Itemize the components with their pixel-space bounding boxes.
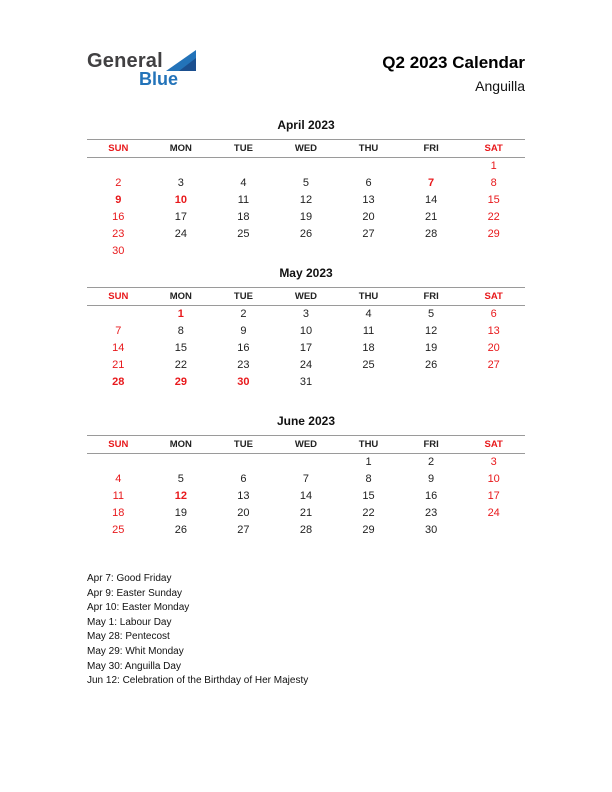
empty-cell: [462, 374, 525, 391]
day-cell: 2: [428, 456, 435, 468]
day-cell: 1: [365, 456, 372, 468]
month-may: [87, 266, 525, 414]
month-grid: [87, 435, 525, 539]
day-cell: 22: [362, 507, 375, 519]
weekday-wed: WED: [275, 140, 338, 158]
month-days: [87, 306, 525, 392]
day-cell: 5: [428, 308, 435, 320]
day-cell: 17: [487, 490, 500, 502]
logo-text-blue: Blue: [139, 69, 179, 89]
day-cell: 29: [487, 228, 500, 240]
day-cell: 18: [362, 342, 375, 354]
day-cell: 9: [428, 473, 435, 485]
day-cell: 7: [428, 177, 435, 189]
page-subtitle: Anguilla: [475, 78, 525, 94]
weekday-thu: THU: [337, 140, 400, 158]
title-block: [382, 50, 525, 94]
day-cell: 4: [240, 177, 247, 189]
day-cell: 6: [365, 177, 372, 189]
day-cell: 6: [490, 308, 497, 320]
day-cell: 15: [487, 194, 500, 206]
day-cell: 15: [174, 342, 187, 354]
weekday-fri: FRI: [400, 436, 463, 454]
empty-cell: [462, 243, 525, 260]
weekday-mon: MON: [150, 436, 213, 454]
empty-cell: [337, 158, 400, 176]
weekday-tue: TUE: [212, 436, 275, 454]
day-cell: 18: [112, 507, 125, 519]
day-cell: 25: [237, 228, 250, 240]
day-cell: 10: [487, 473, 500, 485]
empty-cell: [87, 158, 150, 176]
month-grid: [87, 287, 525, 391]
day-cell: 30: [424, 524, 438, 536]
month-days: [87, 454, 525, 540]
day-cell: 25: [362, 359, 375, 371]
month-june: [87, 414, 525, 562]
day-cell: 14: [299, 490, 313, 502]
week-row: [87, 471, 525, 488]
day-cell: 30: [237, 376, 250, 388]
day-cell: 14: [112, 342, 125, 354]
day-cell: 2: [115, 177, 122, 189]
day-cell: 27: [362, 228, 375, 240]
weekday-sat: SAT: [462, 288, 525, 306]
empty-cell: [87, 454, 150, 472]
day-cell: 10: [174, 194, 187, 206]
day-cell: 25: [112, 524, 125, 536]
empty-cell: [212, 243, 275, 260]
day-cell: 4: [365, 308, 372, 320]
empty-cell: [150, 243, 213, 260]
page-title: Q2 2023 Calendar: [382, 53, 525, 72]
day-cell: 15: [362, 490, 375, 502]
week-row: [87, 374, 525, 391]
day-cell: 8: [365, 473, 372, 485]
day-cell: 23: [424, 507, 438, 519]
day-cell: 3: [177, 177, 184, 189]
day-cell: 26: [174, 524, 187, 536]
holiday-item: Apr 7: Good Friday: [87, 573, 172, 584]
day-cell: 17: [299, 342, 313, 354]
day-cell: 5: [302, 177, 310, 189]
day-cell: 11: [112, 490, 124, 502]
empty-cell: [150, 158, 213, 176]
weekday-sun: SUN: [87, 288, 150, 306]
day-cell: 12: [174, 490, 187, 502]
general-blue-logo: [87, 50, 196, 88]
month-title: April 2023: [277, 118, 335, 132]
empty-cell: [400, 243, 463, 260]
week-row: [87, 209, 525, 226]
day-cell: 11: [362, 325, 375, 337]
weekday-mon: MON: [150, 288, 213, 306]
week-row: [87, 158, 525, 176]
day-cell: 22: [174, 359, 187, 371]
day-cell: 3: [302, 308, 310, 320]
empty-cell: [275, 243, 338, 260]
week-row: [87, 340, 525, 357]
weekday-sat: SAT: [462, 436, 525, 454]
day-cell: 12: [424, 325, 438, 337]
day-cell: 6: [240, 473, 247, 485]
week-row: [87, 357, 525, 374]
day-cell: 19: [174, 507, 187, 519]
week-row: [87, 243, 525, 260]
week-row: [87, 226, 525, 243]
week-row: [87, 175, 525, 192]
day-cell: 29: [174, 376, 187, 388]
day-cell: 8: [490, 177, 497, 189]
week-row: [87, 522, 525, 539]
page-header: [87, 50, 525, 94]
month-title: June 2023: [276, 414, 336, 428]
day-cell: 8: [177, 325, 184, 337]
month-april: [87, 118, 525, 266]
weekday-header-row: [87, 436, 525, 454]
holiday-item: May 28: Pentecost: [87, 631, 170, 643]
month-days: [87, 158, 525, 261]
weekday-thu: THU: [337, 436, 400, 454]
empty-cell: [87, 306, 150, 324]
weekday-tue: TUE: [212, 140, 275, 158]
week-row: [87, 488, 525, 505]
weekday-header: [87, 436, 525, 454]
day-cell: 13: [487, 325, 500, 337]
day-cell: 24: [487, 507, 500, 519]
day-cell: 9: [240, 325, 247, 337]
day-cell: 24: [174, 228, 187, 240]
day-cell: 13: [362, 194, 375, 206]
day-cell: 11: [237, 194, 250, 206]
day-cell: 23: [237, 359, 250, 371]
holiday-list: [87, 572, 525, 689]
day-cell: 27: [237, 524, 250, 536]
day-cell: 28: [299, 524, 313, 536]
day-cell: 3: [490, 456, 497, 468]
holiday-item: May 30: Anguilla Day: [87, 660, 181, 672]
weekday-header-row: [87, 140, 525, 158]
day-cell: 16: [237, 342, 250, 354]
day-cell: 30: [112, 245, 125, 257]
day-cell: 17: [174, 211, 187, 223]
weekday-mon: MON: [150, 140, 213, 158]
holiday-item: Apr 10: Easter Monday: [87, 602, 190, 614]
weekday-wed: WED: [275, 288, 338, 306]
day-cell: 26: [299, 228, 313, 240]
week-row: [87, 454, 525, 472]
empty-cell: [150, 454, 213, 472]
logo-sail-icon: [166, 50, 196, 71]
day-cell: 20: [362, 211, 375, 223]
day-cell: 20: [237, 507, 250, 519]
empty-cell: [275, 158, 338, 176]
day-cell: 10: [299, 325, 313, 337]
week-row: [87, 505, 525, 522]
day-cell: 28: [112, 376, 125, 388]
empty-cell: [212, 158, 275, 176]
day-cell: 18: [237, 211, 250, 223]
empty-cell: [337, 243, 400, 260]
weekday-sat: SAT: [462, 140, 525, 158]
day-cell: 21: [299, 507, 313, 519]
day-cell: 20: [487, 342, 500, 354]
empty-cell: [400, 374, 463, 391]
empty-cell: [462, 522, 525, 539]
day-cell: 16: [112, 211, 125, 223]
weekday-header-row: [87, 288, 525, 306]
day-cell: 2: [240, 308, 247, 320]
weekday-header: [87, 140, 525, 158]
holiday-item: Jun 12: Celebration of the Birthday of Her Majesty: [87, 675, 309, 687]
day-cell: 21: [112, 359, 125, 371]
day-cell: 23: [112, 228, 125, 240]
month-grid: [87, 139, 525, 260]
day-cell: 22: [487, 211, 500, 223]
day-cell: 12: [299, 194, 313, 206]
empty-cell: [400, 158, 463, 176]
weekday-header: [87, 288, 525, 306]
day-cell: 5: [177, 473, 184, 485]
weekday-fri: FRI: [400, 140, 463, 158]
day-cell: 16: [424, 490, 438, 502]
weekday-tue: TUE: [212, 288, 275, 306]
logo-text-general: General: [87, 50, 163, 72]
day-cell: 31: [299, 376, 313, 388]
weekday-wed: WED: [275, 436, 338, 454]
weekday-sun: SUN: [87, 140, 150, 158]
months-container: [87, 118, 525, 562]
holiday-item: May 29: Whit Monday: [87, 645, 184, 657]
day-cell: 7: [302, 473, 310, 485]
day-cell: 14: [424, 194, 438, 206]
day-cell: 9: [115, 194, 122, 206]
week-row: [87, 306, 525, 324]
day-cell: 24: [299, 359, 313, 371]
weekday-sun: SUN: [87, 436, 150, 454]
weekday-thu: THU: [337, 288, 400, 306]
day-cell: 13: [237, 490, 250, 502]
day-cell: 1: [490, 160, 497, 172]
day-cell: 27: [487, 359, 500, 371]
day-cell: 29: [362, 524, 375, 536]
empty-cell: [337, 374, 400, 391]
holiday-item: Apr 9: Easter Sunday: [87, 587, 183, 599]
day-cell: 4: [115, 473, 122, 485]
day-cell: 19: [424, 342, 438, 354]
day-cell: 28: [424, 228, 438, 240]
day-cell: 26: [424, 359, 438, 371]
day-cell: 7: [115, 325, 122, 337]
week-row: [87, 323, 525, 340]
week-row: [87, 192, 525, 209]
day-cell: 19: [299, 211, 313, 223]
weekday-fri: FRI: [400, 288, 463, 306]
day-cell: 21: [424, 211, 438, 223]
month-title: May 2023: [279, 266, 333, 280]
empty-cell: [212, 454, 275, 472]
empty-cell: [275, 454, 338, 472]
holiday-item: May 1: Labour Day: [87, 616, 172, 628]
day-cell: 1: [177, 308, 184, 320]
